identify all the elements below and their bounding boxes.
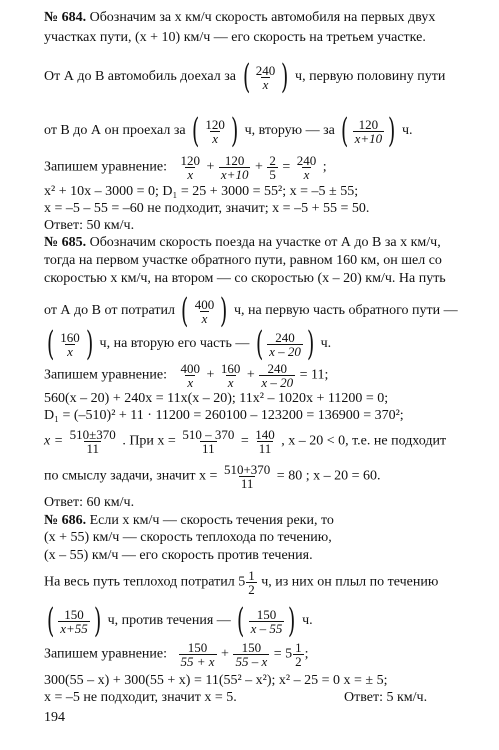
p684-line1: № 684. Обозначим за x км/ч скорость автомобиля на первых двух <box>44 10 436 25</box>
fraction: $\frac{160}{x}$ <box>60 329 80 359</box>
fraction: $\frac{150}{x - 55}$ <box>250 606 283 636</box>
fraction: $\frac{120}{x}$ <box>205 116 225 146</box>
p686-line8: x = –5 не подходит, значит x = 5. <box>44 690 237 705</box>
p684-line7: x = –5 – 55 = –60 не подходит, значит; x = –5 + 55 = 50. <box>44 201 370 216</box>
p685-line7: 560(x – 20) + 240x = 11x(x – 20); 11x² – 1020x + 11200 = 0; <box>44 391 389 406</box>
p685-line1: № 685. Обозначим скорость поезда на участке от А до В за x км/ч, <box>44 235 441 250</box>
p686-equation: Запишем уравнение: $\frac{150}{55 + x}$ + $\frac{150}{55 - x}$ = 5 $\frac{1}{2}$ ; <box>44 640 309 669</box>
p685-equation: Запишем уравнение: $\frac{400}{x}$ + $\frac{160}{x}$ + $\frac{240}{x - 20}$ = 11; <box>44 361 329 390</box>
p684-line3: От А до В автомобиль доехал за ( $\frac{240}{x}$ ) ч, первую половину пути <box>44 57 446 97</box>
p684-line4: от В до А он проехал за ( $\frac{120}{x}$ ) ч, вторую — за ( $\frac{120}{x+10}$ ) ч. <box>44 111 413 151</box>
fraction: $\frac{400}{x}$ <box>194 296 215 326</box>
p685-line9: x = $\frac{510\pm 370}{11}$ . При x = $\frac{510 - 370}{11}$ = $\frac{140}{11}$ , x – 20 < 0, т.е. не подходит <box>44 427 447 456</box>
p684-line2: участках пути, (x + 10) км/ч — его скорость на третьем участке. <box>44 30 426 45</box>
page-number: 194 <box>44 710 65 725</box>
p686-line4: На весь путь теплоход потратил 5 $\frac{1}{2}$ ч, из них он плыл по течению <box>44 568 439 597</box>
p685-answer: Ответ: 60 км/ч. <box>44 495 135 510</box>
fraction: $\frac{150}{x+55}$ <box>60 606 88 636</box>
p685-number: № 685. <box>44 235 87 250</box>
p684-answer: Ответ: 50 км/ч. <box>44 218 135 233</box>
p685-line4: от А до В от потратил ( $\frac{400}{x}$ ) ч, на первую часть обратного пути — <box>44 291 458 331</box>
p686-line1: № 686. Если x км/ч — скорость течения реки, то <box>44 513 334 528</box>
p686-line3: (x – 55) км/ч — его скорость против течения. <box>44 548 313 563</box>
p685-line10: по смыслу задачи, значит x = $\frac{510+370}{11}$ = 80 ; x – 20 = 60. <box>44 462 381 491</box>
p685-line2: тогда на первом участке обратного пути, равном 160 км, он шел со <box>44 253 442 268</box>
p684-line6: x² + 10x – 3000 = 0; D₁ = 25 + 3000 = 55²; x = –5 ± 55; <box>44 184 359 199</box>
p685-line3: скоростью x км/ч, на втором — со скоростью (x – 20) км/ч. На путь <box>44 271 446 286</box>
p684-number: № 684. <box>44 10 87 25</box>
fraction: $\frac{120}{x+10}$ <box>354 116 383 146</box>
p684-equation: Запишем уравнение: $\frac{120}{x}$ + $\frac{120}{x+10}$ + $\frac{2}{5}$ = $\frac{240}{x}$ ; <box>44 153 327 182</box>
p686-answer: Ответ: 5 км/ч. <box>344 690 428 705</box>
p686-line5: ( $\frac{150}{x+55}$ ) ч, против течения — ( $\frac{150}{x - 55}$ ) ч. <box>46 601 313 641</box>
fraction: $\frac{240}{x}$ <box>255 62 276 92</box>
p685-line5: ( $\frac{160}{x}$ ) ч, на вторую его часть — ( $\frac{240}{x - 20}$ ) ч. <box>46 324 332 364</box>
p686-number: № 686. <box>44 513 87 528</box>
p686-line7: 300(55 – x) + 300(55 + x) = 11(55² – x²); x² – 25 = 0 x = ± 5; <box>44 673 388 688</box>
p686-line2: (x + 55) км/ч — скорость теплохода по течению, <box>44 530 332 545</box>
p685-line8: D₁ = (–510)² + 11 · 11200 = 260100 – 123200 = 136900 = 370²; <box>44 408 404 423</box>
fraction: $\frac{240}{x - 20}$ <box>269 329 301 359</box>
